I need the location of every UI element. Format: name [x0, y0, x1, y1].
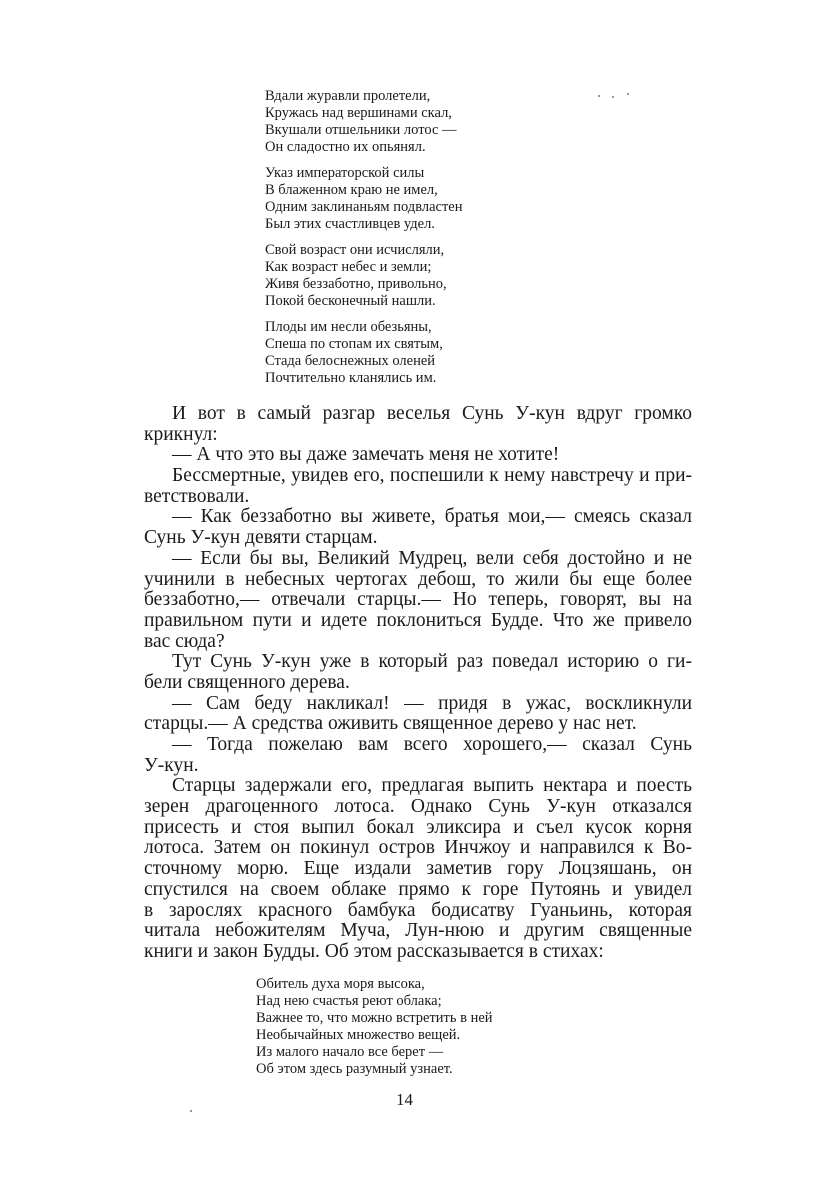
text-line: зерен драгоценного лотоса. Однако Сунь У-кун отказался [144, 796, 692, 818]
paragraph [144, 404, 692, 445]
poem-line: Спеша по стопам их святым, [265, 336, 443, 352]
text-line: старцы.— А средства оживить священное дерево у нас нет. [144, 713, 637, 735]
text-line: И вот в самый разгар веселья Сунь У-кун вдруг громко [172, 403, 692, 424]
poem-line: Указ императорской силы [265, 165, 425, 181]
text-line: — Тогда пожелаю вам всего хорошего,— сказал Сунь [172, 734, 692, 755]
poem-line: Плоды им несли обезьяны, [265, 319, 432, 335]
poem-line: Стада белоснежных оленей [265, 353, 436, 369]
page-number: 14 [396, 1090, 413, 1109]
poem-line: Одним заклинаньям подвластен [265, 199, 463, 215]
text-line: бели священного дерева. [144, 671, 350, 693]
text-line: — Сам беду накликал! — придя в ужас, воскликнули [172, 692, 692, 714]
text-line: читала небожителям Муча, Лун-нюю и другим священные [144, 920, 692, 942]
text-line: У-кун. [144, 754, 199, 776]
poem-stanza [265, 242, 463, 310]
paragraph [144, 466, 692, 507]
scan-speck [190, 1110, 192, 1112]
scan-speck [627, 93, 629, 95]
poem-line: Обитель духа моря высока, [256, 976, 425, 992]
text-line: спустился на своем облаке прямо к горе Путоянь и увидел [144, 878, 692, 900]
poem-line: Покой бесконечный нашли. [265, 293, 436, 309]
poem-line: Из малого начало все берет — [256, 1044, 444, 1060]
text-line: учинили в небесных чертогах дебош, то жили бы еще более [144, 568, 692, 590]
text-line: присесть и стоя выпил бокал эликсира и съел кусок корня [144, 816, 692, 838]
scan-speck [598, 95, 600, 97]
paragraph [144, 507, 692, 548]
poem-line: В блаженном краю не имел, [265, 182, 438, 198]
poem-line: Важнее то, что можно встретить в ней [256, 1010, 493, 1026]
text-line: — Как беззаботно вы живете, братья мои,— смеясь сказал [172, 506, 692, 528]
text-line: книги и закон Будды. Об этом рассказывается в стихах: [144, 940, 604, 962]
text-line: крикнул: [144, 423, 218, 445]
text-line: Сунь У-кун девяти старцам. [144, 527, 378, 549]
paragraph [144, 549, 692, 652]
poem-line: Кружась над вершинами скал, [265, 105, 452, 121]
text-line: правильном пути и идете поклониться Будде. Что же привело [144, 609, 692, 631]
text-line: Бессмертные, увидев его, поспешили к нему навстречу и при- [172, 465, 692, 487]
poem-line: Вдали журавли пролетели, [265, 88, 431, 104]
prose-text [144, 404, 692, 963]
paragraph [144, 652, 692, 693]
poem-line: Был этих счастливцев удел. [265, 216, 435, 232]
paragraph [144, 694, 692, 735]
poem-line: Вкушали отшельники лотос — [265, 122, 457, 138]
poem-bottom [256, 976, 493, 1087]
text-line: в зарослях красного бамбука бодисатву Гуаньинь, которая [144, 899, 692, 921]
scan-speck [612, 96, 614, 98]
text-line: Старцы задержали его, предлагая выпить нектара и поесть [172, 775, 692, 797]
poem-line: Как возраст небес и земли; [265, 259, 432, 275]
text-line: вас сюда? [144, 630, 225, 652]
paragraph [144, 735, 692, 776]
text-line: беззаботно,— отвечали старцы.— Но теперь, говорят, вы на [144, 589, 692, 611]
poem-line: Над нею счастья реют облака; [256, 993, 442, 1009]
poem-stanza [265, 319, 463, 387]
text-line: сточному морю. Еще издали заметив гору Лоцзяшань, он [144, 858, 692, 880]
poem-line: Об этом здесь разумный узнает. [256, 1061, 453, 1077]
poem-line: Он сладостно их опьянял. [265, 139, 426, 155]
poem-line: Живя беззаботно, привольно, [265, 276, 447, 292]
poem-stanza [265, 88, 463, 156]
poem-stanza [265, 165, 463, 233]
poem-stanza [256, 976, 493, 1078]
text-line: — Если бы вы, Великий Мудрец, вели себя достойно и не [172, 547, 692, 569]
text-line: ветствовали. [144, 485, 250, 507]
poem-line: Почтительно кланялись им. [265, 370, 437, 386]
text-line: Тут Сунь У-кун уже в который раз поведал историю о ги- [172, 651, 692, 673]
poem-line: Свой возраст они исчисляли, [265, 242, 445, 258]
poem-line: Необычайных множество вещей. [256, 1027, 461, 1043]
poem-top [265, 88, 463, 396]
text-line: — А что это вы даже замечать меня не хотите! [172, 444, 560, 466]
text-line: лотоса. Затем он покинул остров Инчжоу и направился к Во- [144, 837, 692, 859]
paragraph [144, 776, 692, 962]
paragraph [144, 445, 692, 466]
